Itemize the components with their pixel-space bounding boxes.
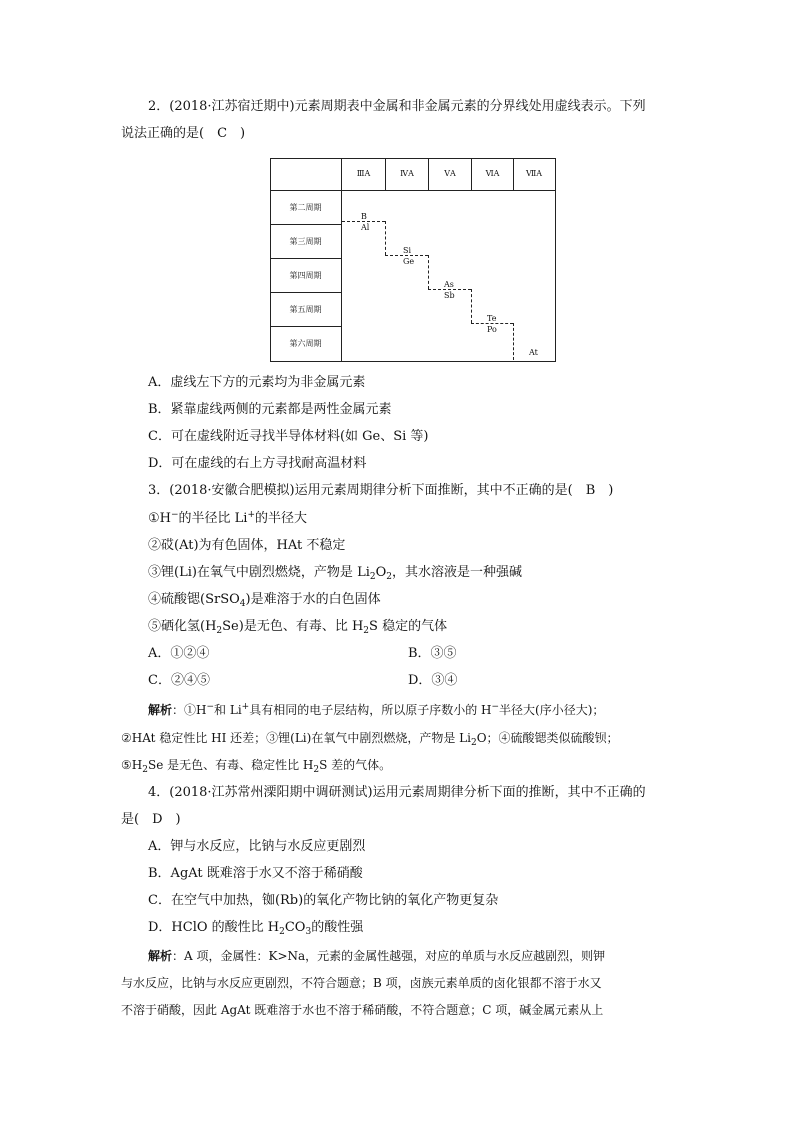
boundary-dash [471,323,513,324]
group-header-7a: ⅦA [525,169,543,178]
element-po: Po [487,325,497,334]
boundary-dash [385,255,428,256]
q4-analysis-line2: 与水反应，比钠与水反应更剧烈，不符合题意；B 项，卤族元素单质的卤化银都不溶于水又 [121,976,602,990]
boundary-dash [513,323,514,360]
q4-stem-line2: 是( D ) [121,812,181,827]
q3-option-d: D．③④ [408,673,458,688]
q4-option-d: D．HClO 的酸性比 $H_2CO_3$的酸性强 [148,920,364,937]
q4-analysis-line3: 不溶于硝酸，因此 AgAt 既难溶于水也不溶于稀硝酸，不符合题意；C 项，碱金属元素从上 [121,1003,604,1017]
q3-analysis-line2: ②HAt 稳定性比 HI 还差；③锂(Li)在氧气中剧烈燃烧，产物是 $Li_2O$；④硫酸锶类似硫酸钡； [121,731,619,748]
q2-option-d: D．可在虚线的右上方寻找耐高温材料 [148,456,367,471]
group-header-6a: ⅥA [485,169,500,178]
period-divider [270,224,342,225]
q3-option-c: C．②④⑤ [148,673,210,688]
group-header-4a: ⅣA [400,169,414,178]
boundary-dash [342,221,385,222]
q3-item-3: ③锂(Li)在氧气中剧烈燃烧，产物是 $Li_2O_2$，其水溶液是一种强碱 [148,565,523,582]
q4-option-c: C．在空气中加热，铷(Rb)的氧化产物比钠的氧化产物更复杂 [148,893,499,908]
element-si: Si [403,246,412,255]
element-sb: Sb [444,291,455,300]
q3-item-4: ④硫酸锶(SrSO$_4$)是难溶于水的白色固体 [148,592,381,609]
boundary-dash [385,221,386,255]
q2-stem-line1: 2．(2018·江苏宿迁期中)元素周期表中金属和非金属元素的分界线处用虚线表示。下列 [148,99,646,114]
period-divider [270,292,342,293]
element-al: Al [361,223,370,232]
period-label-3: 第三周期 [289,237,322,246]
q2-option-a: A．虚线左下方的元素均为非金属元素 [148,375,366,390]
group-header-5a: ⅤA [444,169,456,178]
q3-item-5: ⑤硒化氢$(H_2Se)$是无色、有毒、比 $H_2S$ 稳定的气体 [148,619,448,636]
element-te: Te [487,314,497,323]
period-label-2: 第二周期 [289,203,322,212]
q3-option-a: A．①②④ [148,646,210,661]
period-divider [270,326,342,327]
analysis-label: 解析 [148,703,173,717]
q2-stem-line2: 说法正确的是( C ) [121,126,246,141]
q4-stem-line1: 4．(2018·江苏常州溧阳期中调研测试)运用元素周期律分析下面的推断，其中不正确的 [148,785,646,800]
q3-item-1: ①H−的半径比 Li+的半径大 [148,510,308,526]
element-as: As [444,280,454,289]
q2-option-b: B．紧靠虚线两侧的元素都是两性金属元素 [148,402,392,417]
boundary-dash [428,289,471,290]
q4-option-b: B．AgAt 既难溶于水又不溶于稀硝酸 [148,866,363,881]
q3-item-2: ②砹(At)为有色固体，HAt 不稳定 [148,538,346,553]
period-divider [270,258,342,259]
period-label-4: 第四周期 [289,271,322,280]
q3-stem: 3．(2018·安徽合肥模拟)运用元素周期律分析下面推断，其中不正确的是( B ) [148,483,614,498]
element-b: B [361,212,367,221]
q3-option-b: B．③⑤ [408,646,457,661]
period-column-divider [341,158,342,361]
q3-analysis-line3: $⑤H_2Se$ 是无色、有毒、稳定性比 $H_2S$ 差的气体。 [121,758,392,775]
boundary-dash [428,255,429,289]
periodic-table-figure [270,158,556,362]
analysis-label: 解析 [148,949,173,963]
q4-analysis-line1: 解析：A 项，金属性：K>Na，元素的金属性越强，对应的单质与水反应越剧烈，则钾 [148,949,606,963]
period-label-6: 第六周期 [289,339,322,348]
q2-option-c: C．可在虚线附近寻找半导体材料(如 Ge、Si 等) [148,429,429,444]
q3-analysis-line1: 解析：①H−和 Li+具有相同的电子层结构，所以原子序数小的 H−半径大(序小径大)； [148,702,605,717]
element-at: At [529,348,538,357]
group-header-3a: ⅢA [356,169,371,178]
boundary-dash [471,289,472,323]
q4-option-a: A．钾与水反应，比钠与水反应更剧烈 [148,839,366,854]
element-ge: Ge [403,257,415,266]
period-label-5: 第五周期 [289,305,322,314]
